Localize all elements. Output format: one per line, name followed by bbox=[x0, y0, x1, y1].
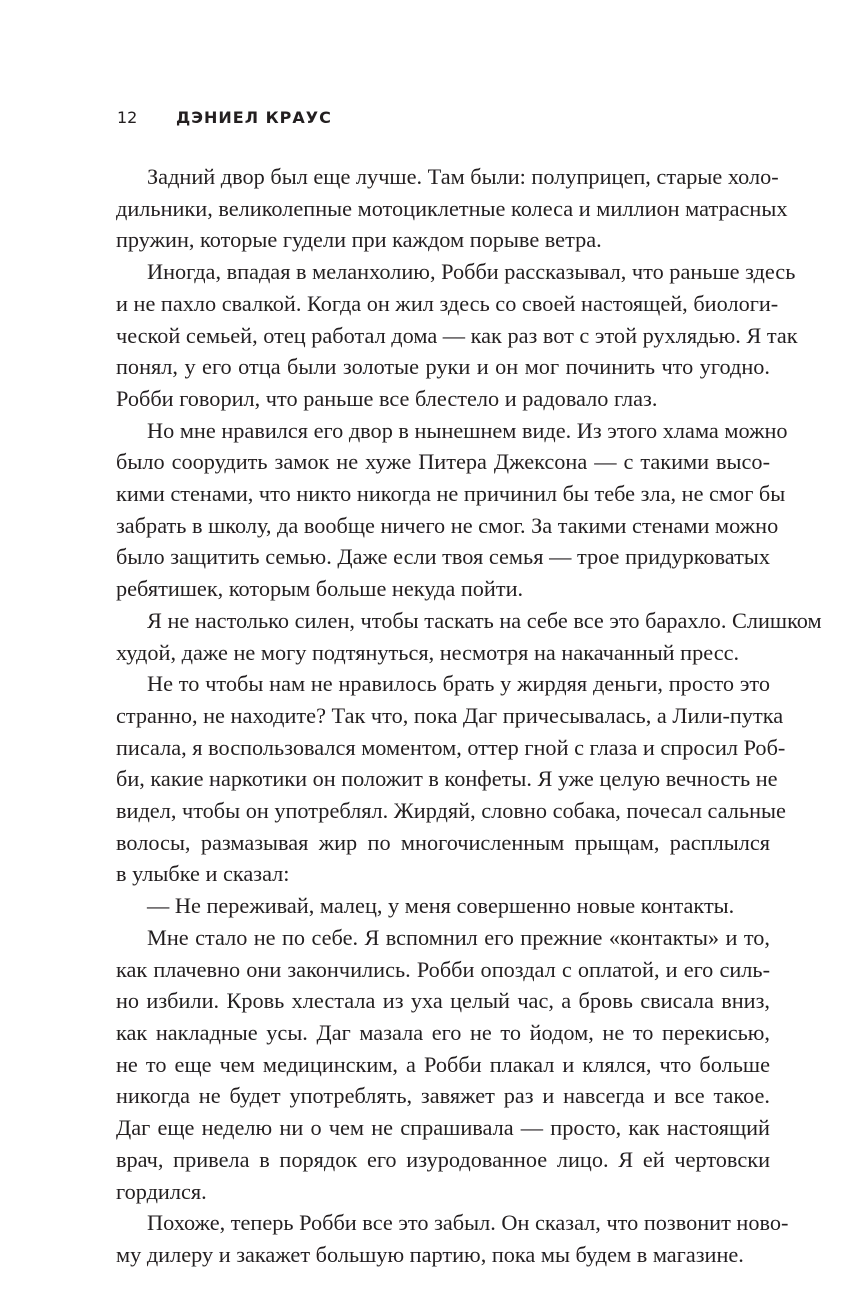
text-line: волосы, размазывая жир по многочисленным прыщам, расплылся bbox=[116, 829, 770, 855]
text-line: забрать в школу, да вообще ничего не смог. За такими стенами можно bbox=[116, 512, 779, 538]
paragraph bbox=[116, 605, 822, 668]
text-line: Похоже, теперь Робби все это забыл. Он сказал, что позвонит ново- bbox=[147, 1210, 789, 1236]
text-line: и не пахло свалкой. Когда он жил здесь со своей настоящей, биологи- bbox=[116, 290, 779, 316]
text-line: врач, привела в порядок его изуродованное лицо. Я ей чертовски bbox=[116, 1146, 770, 1172]
text-line: — Не переживай, малец, у меня совершенно новые контакты. bbox=[147, 893, 735, 919]
text-line: понял, у его отца были золотые руки и он мог починить что угодно. bbox=[116, 354, 770, 380]
author-name: ДЭНИЕЛ КРАУС bbox=[176, 108, 332, 127]
paragraph bbox=[116, 922, 770, 1207]
paragraph bbox=[116, 256, 798, 415]
text-line: худой, даже не могу подтянуться, несмотря на накачанный пресс. bbox=[116, 639, 740, 665]
text-line: писала, я воспользовался моментом, оттер гной с глаза и спросил Роб- bbox=[116, 734, 786, 760]
text-line: Даг еще неделю ни о чем не спрашивала — просто, как настоящий bbox=[116, 1115, 770, 1141]
text-line: как накладные усы. Даг мазала его не то йодом, не то перекисью, bbox=[116, 1019, 770, 1045]
text-line: но избили. Кровь хлестала из уха целый час, а бровь свисала вниз, bbox=[116, 988, 770, 1014]
paragraph bbox=[116, 890, 770, 922]
text-line: Я не настолько силен, чтобы таскать на себе все это барахло. Слишком bbox=[147, 607, 822, 633]
paragraph bbox=[116, 668, 786, 890]
running-head bbox=[117, 106, 332, 130]
text-line: было защитить семью. Даже если твоя семья — трое придурковатых bbox=[116, 544, 770, 570]
text-line: Не то чтобы нам не нравилось брать у жирдяя деньги, просто это bbox=[147, 671, 770, 697]
text-line: дильники, великолепные мотоциклетные колеса и миллион матрасных bbox=[116, 195, 788, 221]
paragraph bbox=[116, 161, 788, 256]
text-line: в улыбке и сказал: bbox=[116, 861, 290, 887]
text-line: было соорудить замок не хуже Питера Джексона — с такими высо- bbox=[116, 449, 770, 475]
text-line: не то еще чем медицинским, а Робби плакал и клялся, что больше bbox=[116, 1051, 770, 1077]
text-line: Мне стало не по себе. Я вспомнил его прежние «контакты» и то, bbox=[147, 924, 770, 950]
text-line: Но мне нравился его двор в нынешнем виде. Из этого хлама можно bbox=[147, 417, 788, 443]
text-line: кими стенами, что никто никогда не причинил бы тебе зла, не смог бы bbox=[116, 481, 786, 507]
text-line: как плачевно они закончились. Робби опоздал с оплатой, и его силь- bbox=[116, 956, 770, 982]
text-line: му дилеру и закажет большую партию, пока мы будем в магазине. bbox=[116, 1241, 744, 1267]
paragraph bbox=[116, 415, 788, 605]
text-line: Робби говорил, что раньше все блестело и радовало глаз. bbox=[116, 385, 658, 411]
text-line: би, какие наркотики он положит в конфеты. Я уже целую вечность не bbox=[116, 766, 778, 792]
text-line: Иногда, впадая в меланхолию, Робби рассказывал, что раньше здесь bbox=[147, 259, 796, 285]
text-line: никогда не будет употреблять, завяжет раз и навсегда и все такое. bbox=[116, 1083, 770, 1109]
text-line: видел, чтобы он употреблял. Жирдяй, словно собака, почесал сальные bbox=[116, 798, 786, 824]
text-line: странно, не находите? Так что, пока Даг причесывалась, а Лили-путка bbox=[116, 702, 784, 728]
text-line: пружин, которые гудели при каждом порыве ветра. bbox=[116, 227, 602, 253]
text-line: гордился. bbox=[116, 1178, 207, 1204]
page-number: 12 bbox=[117, 108, 138, 127]
text-line: Задний двор был еще лучше. Там были: полуприцеп, старые холо- bbox=[147, 164, 779, 189]
text-line: ческой семьей, отец работал дома — как раз вот с этой рухлядью. Я так bbox=[116, 322, 798, 348]
body-text bbox=[116, 161, 822, 1271]
text-line: ребятишек, которым больше некуда пойти. bbox=[116, 576, 524, 602]
paragraph bbox=[116, 1207, 789, 1270]
